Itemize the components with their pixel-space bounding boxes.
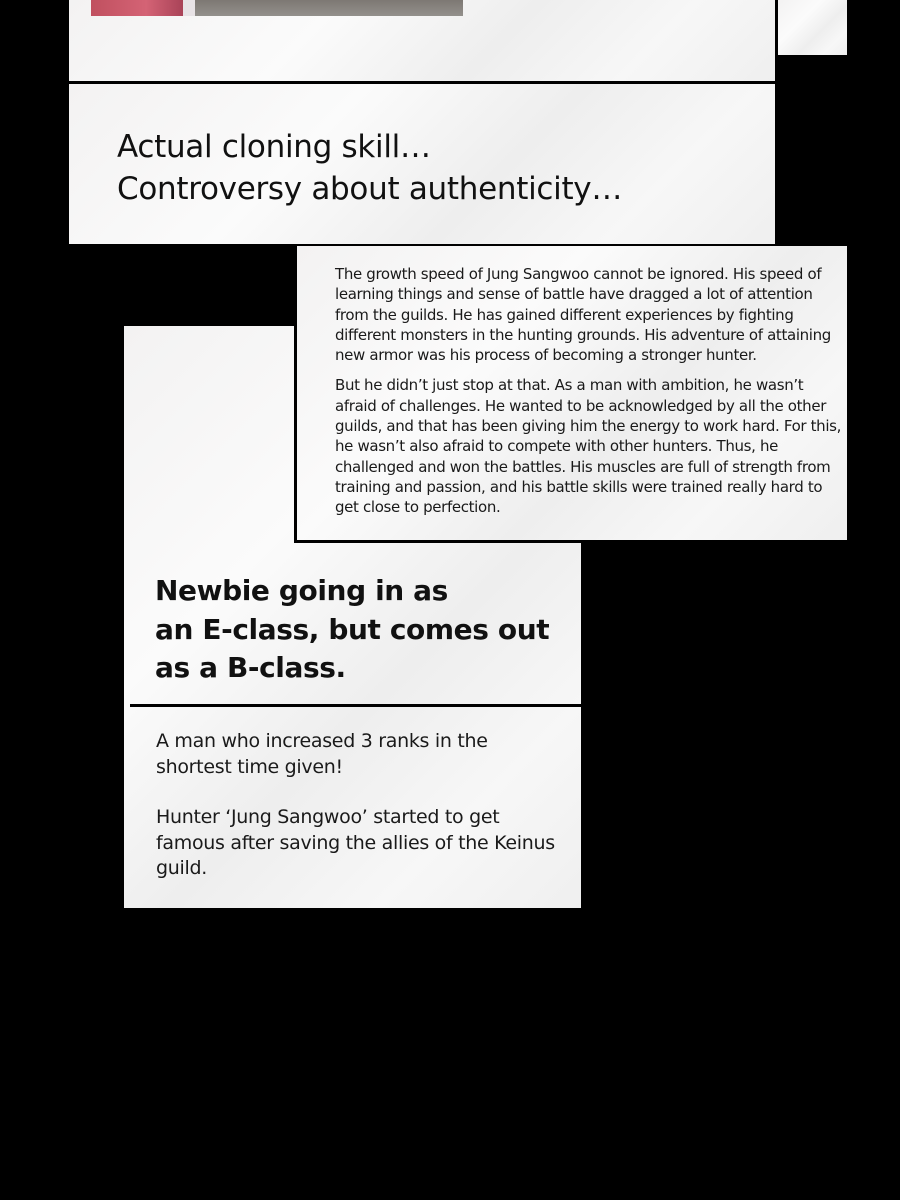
article-body <box>335 264 847 528</box>
newbie-paragraph-1: A man who increased 3 ranks in the shortest time given! <box>156 730 488 778</box>
article-card <box>294 246 850 543</box>
photo-light-region <box>183 0 195 16</box>
newbie-headline-line-3: as a B-class. <box>155 651 346 684</box>
photo-red-region <box>91 0 183 16</box>
newbie-headline <box>155 572 549 688</box>
top-paper-card <box>66 0 778 84</box>
newbie-divider <box>130 704 584 707</box>
cloning-headline-card <box>66 84 778 247</box>
photo-strip <box>91 0 463 16</box>
photo-grey-region <box>195 0 463 16</box>
article-paragraph-1: The growth speed of Jung Sangwoo cannot be ignored. His speed of learning things and sense of battle have dragged a lot of attention from the guilds. He has gained different experiences by fighting different monsters in the hunting grounds. His adventure of attaining new armor was his process of becoming a stronger hunter. <box>335 265 831 365</box>
newbie-card-right-edge <box>581 543 584 911</box>
newbie-headline-line-2: an E-class, but comes out <box>155 612 550 646</box>
back-paper-card <box>775 0 850 58</box>
cloning-headline-line-2: Controversy about authenticity… <box>117 171 623 207</box>
cloning-headline-line-1: Actual cloning skill… <box>117 129 431 165</box>
cloning-headline <box>117 126 622 210</box>
article-paragraph-2: But he didn’t just stop at that. As a man with ambition, he wasn’t afraid of challenges. He wanted to be acknowledged by all the other guilds, and that has been giving him the energy to work hard. For this, he wasn’t also afraid to compete with other hunters. Thus, he challenged and won the battles. His muscles are full of strength from training and passion, and his battle skills were trained really hard to get close to perfection. <box>335 376 842 517</box>
newbie-headline-line-1: Newbie going in as <box>155 574 448 607</box>
newbie-paragraph-2: Hunter ‘Jung Sangwoo’ started to get famous after saving the allies of the Keinus guild. <box>156 806 555 879</box>
newbie-body <box>156 729 556 907</box>
